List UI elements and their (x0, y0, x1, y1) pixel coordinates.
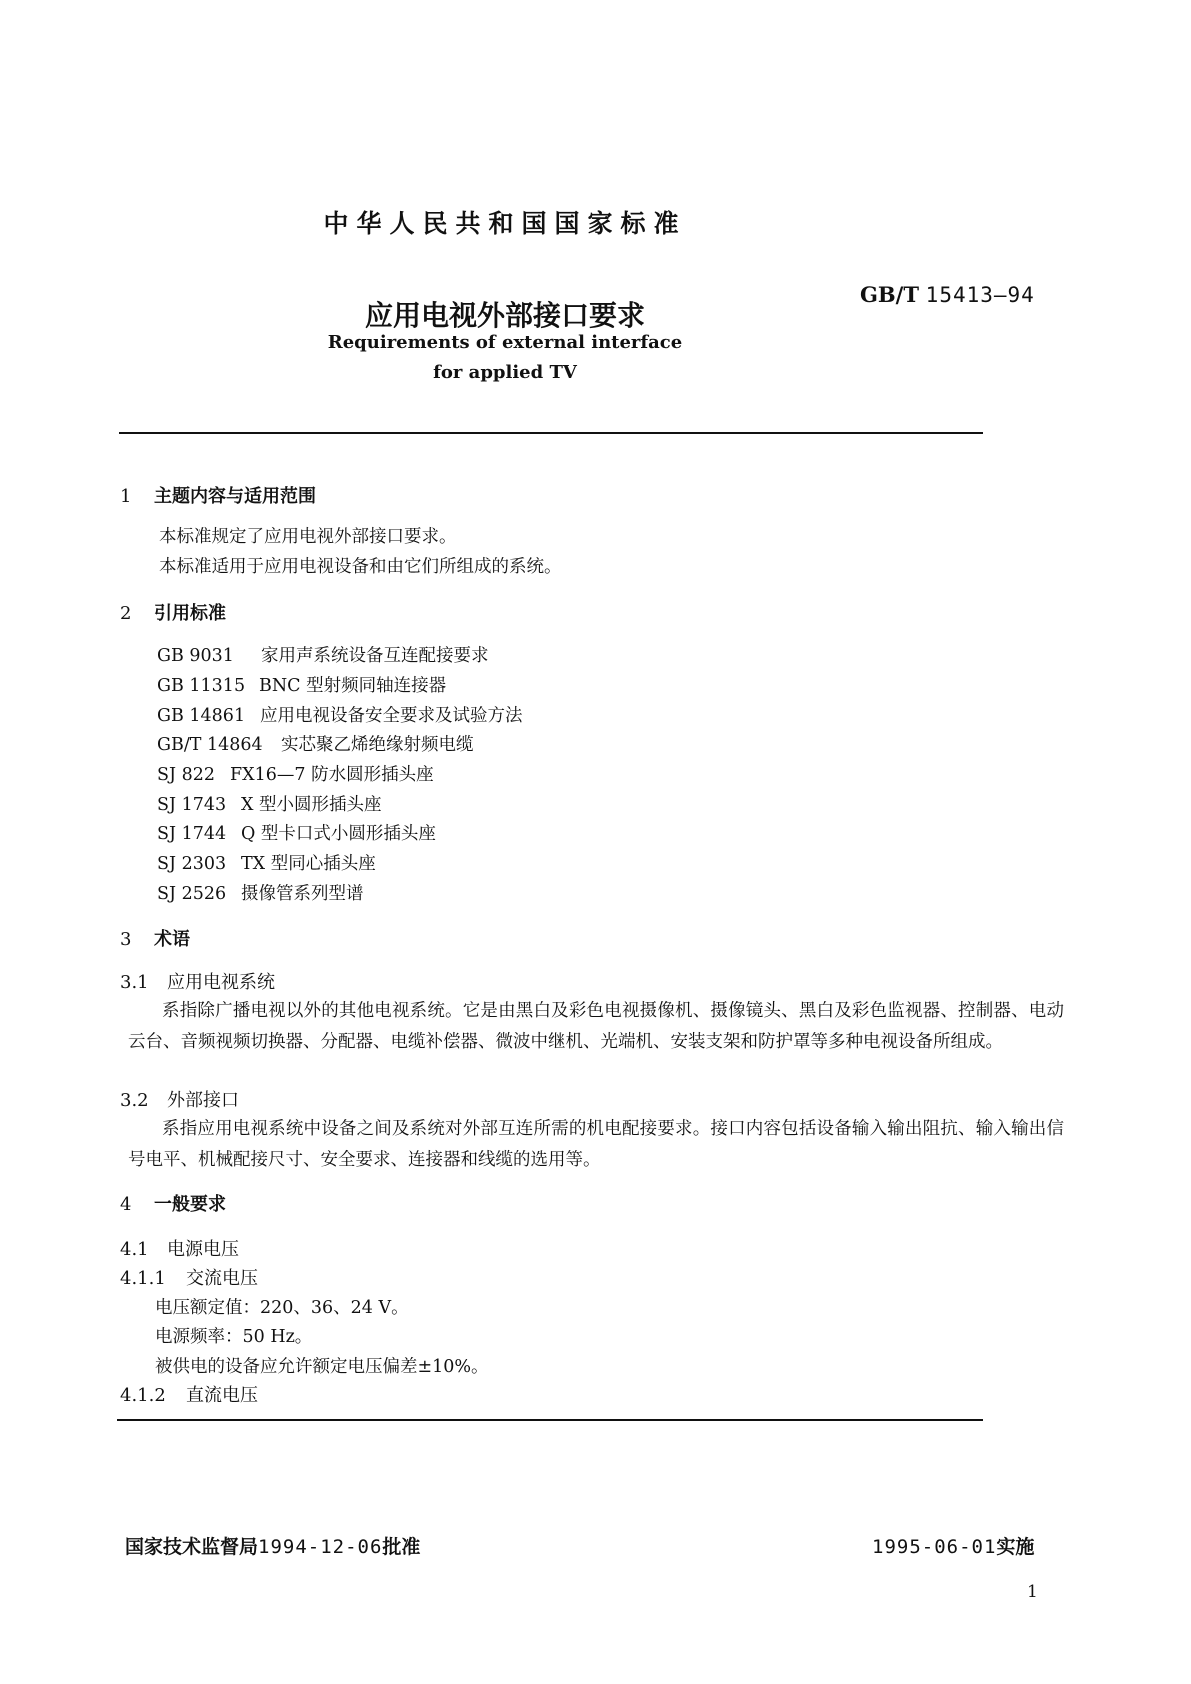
effective-date: 1995-06-01 (872, 1536, 997, 1558)
section-number: 3 (120, 929, 132, 950)
reference-code: SJ 2303 (157, 854, 227, 874)
reference-code: GB 14861 (157, 706, 246, 726)
reference-item (157, 791, 382, 816)
paragraph: 系指应用电视系统中设备之间及系统对外部互连所需的机电配接要求。接口内容包括设备输入输出阻抗、输入输出信号电平、机械配接尺寸、安全要求、连接器和线缆的选用等。 (128, 1119, 1064, 1170)
subsection-title: 应用电视系统 (167, 972, 275, 993)
reference-name: Q 型卡口式小圆形插头座 (241, 824, 436, 844)
reference-code: SJ 1743 (157, 795, 227, 815)
subsection-heading (120, 1381, 258, 1407)
page-number: 1 (1027, 1582, 1038, 1602)
reference-item (157, 731, 474, 756)
subsection-number: 4.1.1 (120, 1268, 166, 1289)
section-heading (120, 599, 226, 625)
reference-code: GB 9031 (157, 646, 234, 666)
reference-name: FX16—7 防水圆形插头座 (230, 765, 434, 785)
subsection-title: 直流电压 (186, 1385, 258, 1406)
section-title: 一般要求 (154, 1194, 226, 1215)
section-heading (120, 925, 190, 951)
subsection-title: 外部接口 (167, 1090, 239, 1111)
section-heading (120, 482, 316, 508)
reference-item (157, 850, 376, 875)
reference-code: GB/T 14864 (157, 735, 263, 755)
approval-suffix: 批准 (382, 1536, 421, 1558)
reference-code: GB 11315 (157, 676, 246, 696)
document-title-en-line2: for applied TV (433, 362, 577, 383)
reference-name: X 型小圆形插头座 (241, 795, 382, 815)
effective-suffix: 实施 (996, 1536, 1035, 1558)
reference-item (157, 761, 434, 786)
reference-item (157, 702, 523, 727)
standard-code: 15413—94 (925, 283, 1035, 307)
section-title: 主题内容与适用范围 (154, 486, 316, 507)
section-title: 引用标准 (154, 603, 226, 624)
header-divider (119, 432, 983, 434)
document-title-cn: 应用电视外部接口要求 (364, 299, 645, 332)
reference-code: SJ 822 (157, 765, 215, 785)
paragraph: 系指除广播电视以外的其他电视系统。它是由黑白及彩色电视摄像机、摄像镜头、黑白及彩色监视器、控制器、电动云台、音频视频切换器、分配器、电缆补偿器、微波中继机、光端机、安装支架和防护罩等多种电视设备所组成。 (128, 1001, 1064, 1052)
footer-divider (117, 1419, 983, 1421)
document-title-en-line1: Requirements of external interface (327, 332, 683, 353)
national-standard-heading: 中华人民共和国国家标准 (323, 209, 687, 238)
reference-name: 实芯聚乙烯绝缘射频电缆 (281, 735, 474, 755)
subsection-number: 3.2 (120, 1090, 149, 1111)
effective-line (872, 1532, 1034, 1559)
subsection-heading (120, 1235, 239, 1261)
section-heading (120, 1190, 226, 1216)
paragraph: 被供电的设备应允许额定电压偏差±10%。 (155, 1357, 489, 1377)
paragraph: 本标准规定了应用电视外部接口要求。 (159, 527, 457, 547)
reference-item (157, 672, 446, 697)
approval-date: 1994-12-06 (258, 1536, 383, 1558)
section-title: 术语 (154, 929, 190, 950)
reference-name: TX 型同心插头座 (241, 854, 376, 874)
subsection-heading (120, 1264, 258, 1290)
subsection-heading (120, 968, 275, 994)
paragraph: 电压额定值：220、36、24 V。 (155, 1298, 409, 1318)
reference-item (157, 880, 364, 905)
paragraph: 本标准适用于应用电视设备和由它们所组成的系统。 (159, 557, 562, 577)
section-number: 1 (120, 486, 132, 507)
subsection-title: 电源电压 (167, 1239, 239, 1260)
section-number: 2 (120, 603, 132, 624)
approval-line (125, 1532, 420, 1559)
subsection-number: 4.1 (120, 1239, 149, 1260)
subsection-number: 3.1 (120, 972, 149, 993)
reference-name: BNC 型射频同轴连接器 (259, 676, 447, 696)
section-number: 4 (120, 1194, 132, 1215)
reference-name: 应用电视设备安全要求及试验方法 (260, 706, 523, 726)
standard-prefix: GB/T (860, 282, 919, 307)
reference-item (157, 820, 436, 845)
paragraph: 电源频率：50 Hz。 (155, 1327, 313, 1347)
reference-code: SJ 2526 (157, 884, 227, 904)
subsection-number: 4.1.2 (120, 1385, 166, 1406)
subsection-heading (120, 1086, 239, 1112)
subsection-title: 交流电压 (186, 1268, 258, 1289)
reference-name: 摄像管系列型谱 (241, 884, 364, 904)
approving-authority: 国家技术监督局 (125, 1536, 259, 1558)
reference-code: SJ 1744 (157, 824, 227, 844)
reference-item (157, 642, 489, 667)
reference-name: 家用声系统设备互连配接要求 (261, 646, 489, 666)
